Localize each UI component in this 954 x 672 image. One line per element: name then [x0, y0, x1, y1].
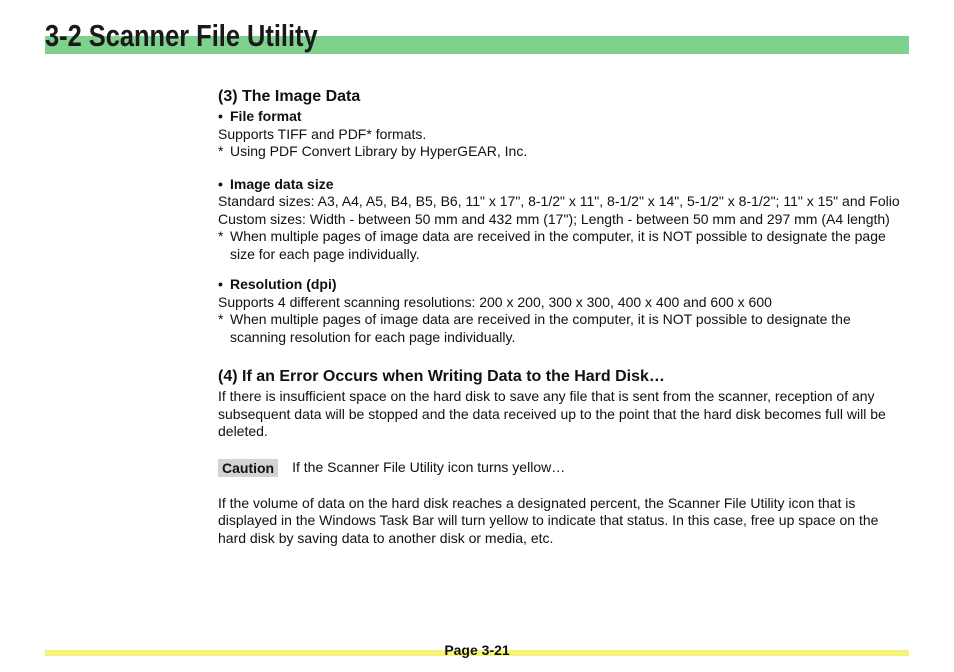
image-size-title-text: Image data size [230, 175, 334, 192]
section-3-heading: (3) The Image Data [218, 88, 361, 105]
section-4-text: If there is insufficient space on the hard disk to save any file that is sent from the scanner, reception of any subsequent data will be stopped and the data received up to the point that the hard disk becomes full will be deleted. [218, 388, 886, 439]
custom-sizes-text: Custom sizes: Width - between 50 mm and 432 mm (17"); Length - between 50 mm and 297 mm (A4 length) [218, 210, 890, 227]
resolution-title-text: Resolution (dpi) [230, 276, 337, 292]
bullet-icon: • [218, 276, 223, 292]
resolution-title [218, 276, 910, 294]
bullet-icon: • [218, 108, 223, 124]
image-size-note-text: When multiple pages of image data are received in the computer, it is NOT possible to designate the page size for each page individually. [230, 228, 886, 262]
asterisk-icon: * [218, 228, 224, 244]
content [218, 86, 910, 547]
asterisk-icon: * [218, 311, 224, 327]
image-size-block [218, 176, 910, 264]
caution-row [218, 459, 910, 477]
image-size-title [218, 176, 910, 194]
file-format-text: Supports TIFF and PDF* formats. [218, 125, 427, 142]
file-format-note [218, 143, 910, 161]
file-format-title [218, 108, 910, 126]
caution-text: If the Scanner File Utility icon turns yellow… [292, 458, 566, 475]
resolution-block [218, 276, 910, 346]
caution-badge: Caution [218, 459, 278, 477]
image-size-note [218, 228, 910, 263]
page-title: 3-2 Scanner File Utility [45, 18, 318, 53]
caution-body: If the volume of data on the hard disk reaches a designated percent, the Scanner File Utility icon that is displayed in the Windows Task Bar will turn yellow to indicate that status. In this case, free up space on the hard disk by saving data to another disk or media, etc. [218, 494, 879, 546]
file-format-note-text: Using PDF Convert Library by HyperGEAR, Inc. [230, 143, 528, 159]
standard-sizes-text: Standard sizes: A3, A4, A5, B4, B5, B6, 11" x 17", 8-1/2" x 11", 8-1/2" x 14", 5-1/2" x 8-1/2"; 11" x 15" and Folio [218, 193, 900, 209]
file-format-title-text: File format [230, 108, 302, 124]
resolution-note-text: When multiple pages of image data are received in the computer, it is NOT possible to designate the scanning resolution for each page individually. [230, 311, 851, 345]
resolution-note [218, 311, 910, 346]
section-4-heading: (4) If an Error Occurs when Writing Data to the Hard Disk… [218, 368, 665, 385]
file-format-block [218, 108, 910, 161]
bullet-icon: • [218, 175, 223, 192]
asterisk-icon: * [218, 143, 224, 159]
page-number: Page 3-21 [444, 642, 510, 658]
resolution-text: Supports 4 different scanning resolutions: 200 x 200, 300 x 300, 400 x 400 and 600 x 600 [218, 293, 772, 310]
